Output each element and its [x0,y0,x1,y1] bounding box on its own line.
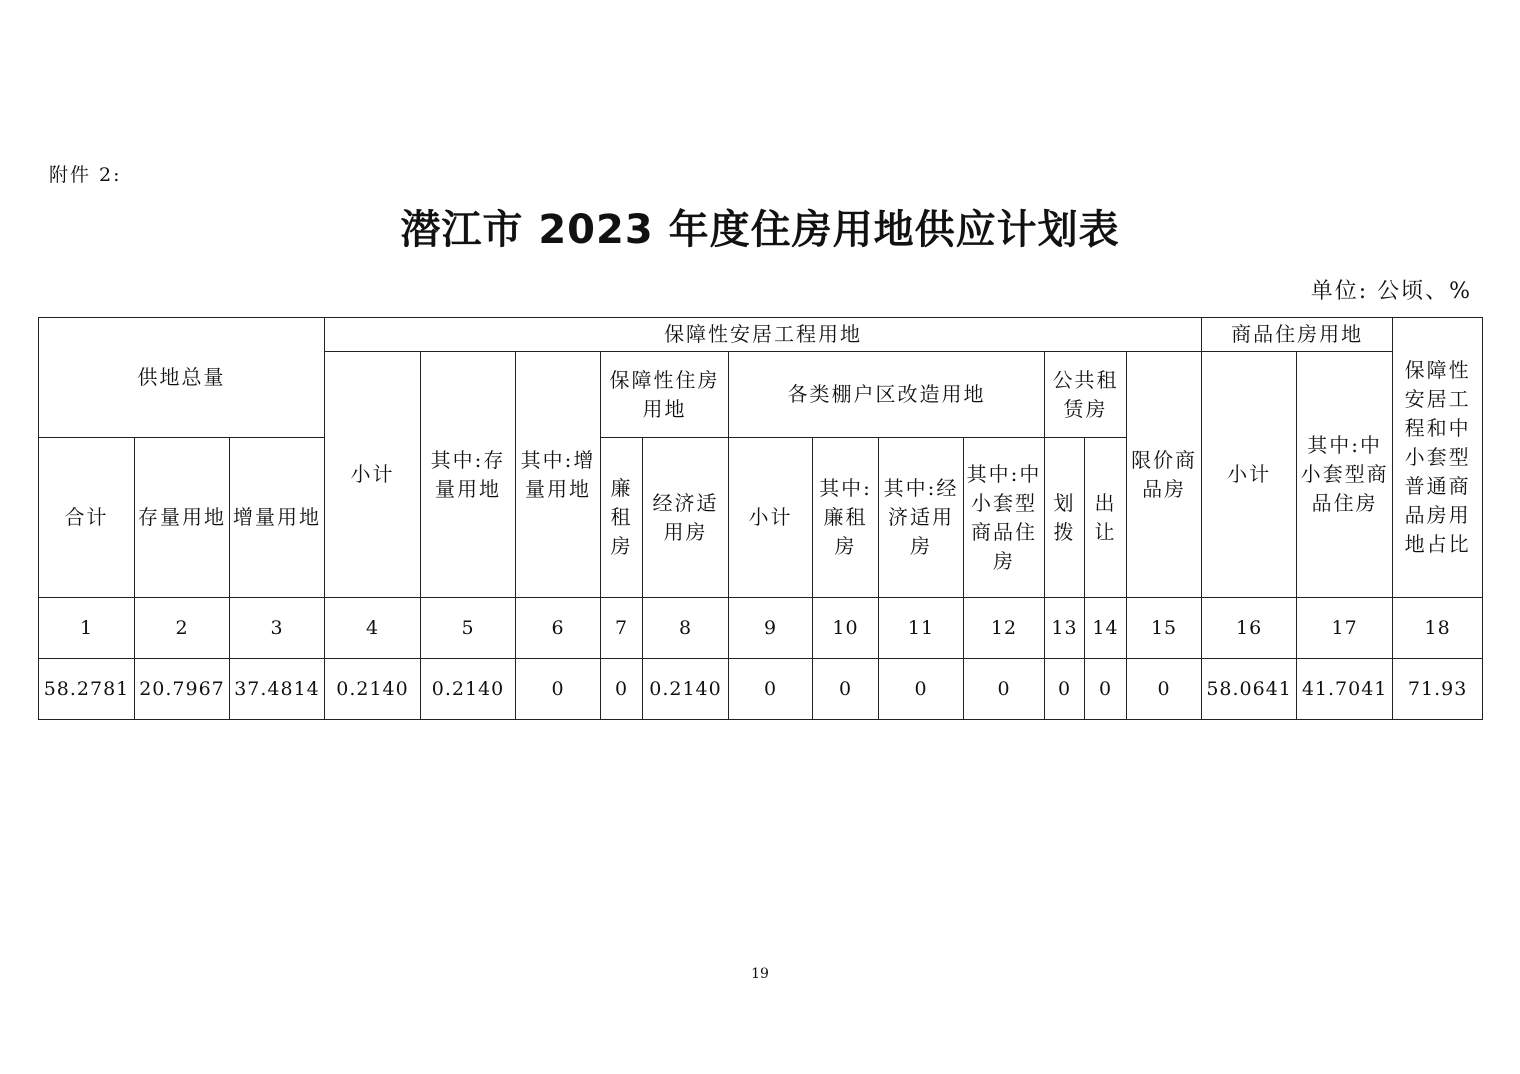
header-affordable-housing-land: 保障性住房用地 [601,352,729,438]
value-cell: 0.2140 [421,659,516,720]
column-number: 6 [516,598,601,659]
header-subtotal: 小计 [325,352,421,598]
column-number: 12 [964,598,1045,659]
column-number: 16 [1202,598,1297,659]
value-cell: 0 [601,659,643,720]
housing-land-supply-table [38,317,1483,720]
header-transfer: 出让 [1085,438,1127,598]
value-cell: 0 [813,659,879,720]
value-cell: 37.4814 [230,659,325,720]
header-stock-land: 存量用地 [135,438,230,598]
header-shanty-low-rent: 其中:廉租房 [813,438,879,598]
value-cell: 20.7967 [135,659,230,720]
page-number: 19 [751,966,769,982]
header-shantytown: 各类棚户区改造用地 [729,352,1045,438]
column-number: 7 [601,598,643,659]
header-increment-land: 增量用地 [230,438,325,598]
column-number: 10 [813,598,879,659]
header-total: 合计 [39,438,135,598]
column-number: 18 [1393,598,1483,659]
column-number-row [39,598,1483,659]
value-cell: 71.93 [1393,659,1483,720]
column-number: 2 [135,598,230,659]
value-cell: 0 [964,659,1045,720]
header-shanty-subtotal: 小计 [729,438,813,598]
value-cell: 0 [879,659,964,720]
column-number: 5 [421,598,516,659]
value-cell: 0 [1085,659,1127,720]
column-number: 17 [1297,598,1393,659]
value-cell: 58.2781 [39,659,135,720]
column-number: 4 [325,598,421,659]
header-allocation: 划拨 [1045,438,1085,598]
header-of-which-increment: 其中:增量用地 [516,352,601,598]
column-number: 15 [1127,598,1202,659]
column-number: 14 [1085,598,1127,659]
header-commercial-group: 商品住房用地 [1202,318,1393,352]
header-commercial-small: 其中:中小套型商品住房 [1297,352,1393,598]
column-number: 1 [39,598,135,659]
header-public-rental: 公共租赁房 [1045,352,1127,438]
column-number: 8 [643,598,729,659]
page-title: 潜江市 2023 年度住房用地供应计划表 [400,207,1120,253]
value-cell: 0 [516,659,601,720]
header-shanty-economic: 其中:经济适用房 [879,438,964,598]
value-cell: 0 [1045,659,1085,720]
header-supply-total: 供地总量 [39,318,325,438]
header-affordable-group: 保障性安居工程用地 [325,318,1202,352]
value-row [39,659,1483,720]
header-low-rent: 廉租房 [601,438,643,598]
header-of-which-stock: 其中:存量用地 [421,352,516,598]
header-ratio: 保障性安居工程和中小套型普通商品房用地占比 [1393,318,1483,598]
value-cell: 0 [1127,659,1202,720]
header-shanty-small: 其中:中小套型商品住房 [964,438,1045,598]
header-commercial-subtotal: 小计 [1202,352,1297,598]
value-cell: 0 [729,659,813,720]
value-cell: 0.2140 [643,659,729,720]
column-number: 9 [729,598,813,659]
column-number: 13 [1045,598,1085,659]
column-number: 3 [230,598,325,659]
unit-label: 单位: 公顷、% [1310,279,1472,304]
header-price-limited: 限价商品房 [1127,352,1202,598]
column-number: 11 [879,598,964,659]
value-cell: 0.2140 [325,659,421,720]
attachment-label: 附件 2: [49,164,122,186]
value-cell: 41.7041 [1297,659,1393,720]
header-economic: 经济适用房 [643,438,729,598]
value-cell: 58.0641 [1202,659,1297,720]
